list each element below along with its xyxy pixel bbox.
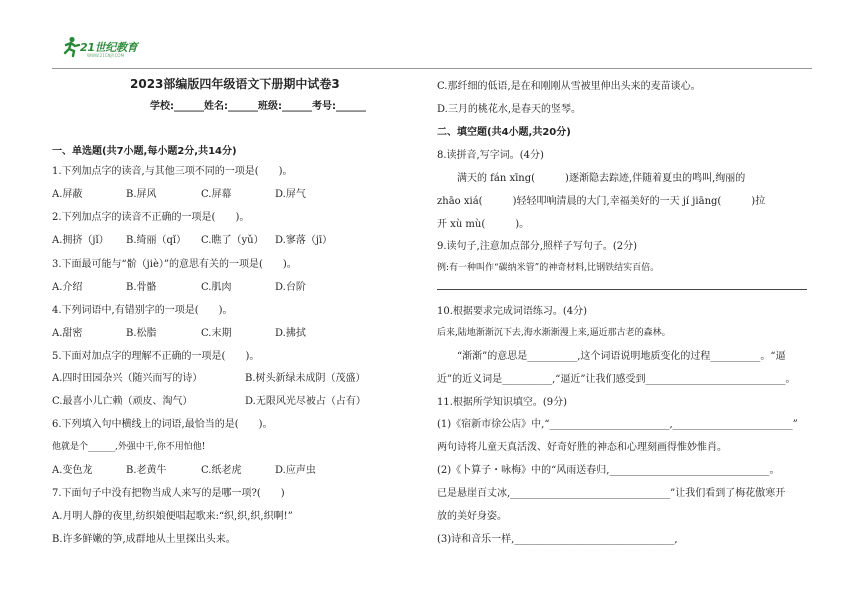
q10-line-1: “渐渐”的意思是__________,这个词语说明地质变化的过程__________。“逼 xyxy=(457,351,786,362)
q1-option-d: D.屏气 xyxy=(275,189,306,200)
q3-option-d: D.台阶 xyxy=(275,282,306,293)
q4-option-c: C.末期 xyxy=(201,328,232,339)
section-1-heading: 一、单选题(共7小题,每小题2分,共14分) xyxy=(52,146,237,157)
question-6: 6.下列填入句中横线上的词语,最恰当的是( )。 xyxy=(52,419,273,430)
question-3: 3.下面最可能与“骱（jiè）”的意思有关的一项是( )。 xyxy=(52,259,297,270)
q1-option-b: B.屏风 xyxy=(126,189,157,200)
section-2-heading: 二、填空题(共4小题,共20分) xyxy=(437,127,571,138)
student-info-line: 学校:______姓名:______班级:______考号:______ xyxy=(150,101,366,112)
q9-example: 例:有一种叫作“碳纳米管”的神奇材料,比钢铁结实百倍。 xyxy=(437,263,660,273)
q4-option-a: A.甜密 xyxy=(52,328,83,339)
q6-sentence: 他就是个______,外强中干,你不用怕他! xyxy=(52,442,206,452)
q7-option-a: A.月明人静的夜里,纺织娘便唱起歌来:“织,织,织,织啊!” xyxy=(52,511,293,522)
q10-line-2: 近”的近义词是__________,“逼近”让我们感受到____________________________。 xyxy=(437,374,796,385)
question-2: 2.下列加点字的读音不正确的一项是( )。 xyxy=(52,212,250,223)
question-7: 7.下面句子中没有把物当成人来写的是哪一项?( ) xyxy=(52,488,285,499)
q6-option-c: C.纸老虎 xyxy=(201,465,242,476)
q5-option-d: D.无限风光尽被占（占有） xyxy=(245,396,366,407)
q11-part-3: (3)诗和音乐一样,________________________________, xyxy=(437,534,678,545)
question-8: 8.读拼音,写字词。(4分) xyxy=(437,150,544,161)
q11-part-1-line-a: (1)《宿新市徐公店》中,“________________________,________________________” xyxy=(437,419,798,430)
q7-option-d: D.三月的桃花水,是春天的竖琴。 xyxy=(437,104,582,115)
q8-line-3: 开 xù mù( )。 xyxy=(437,219,530,230)
question-1: 1.下列加点字的读音,与其他三项不同的一项是( )。 xyxy=(52,166,293,177)
logo-subtext: WWW.21CNJY.COM xyxy=(87,53,125,58)
q8-line-2: zhāo xiá( )轻轻叩响清晨的大门,幸福美好的一天 jí jiāng( )拉 xyxy=(437,196,766,207)
q3-option-a: A.介绍 xyxy=(52,282,83,293)
question-9: 9.读句子,注意加点部分,照样子写句子。(2分) xyxy=(437,241,638,252)
question-11: 11.根据所学知识填空。(9分) xyxy=(437,397,568,408)
header-divider xyxy=(52,68,812,69)
question-10: 10.根据要求完成词语练习。(4分) xyxy=(437,306,588,317)
q4-option-d: D.拂拭 xyxy=(275,328,306,339)
q1-option-a: A.屏蔽 xyxy=(52,189,83,200)
q6-option-a: A.变色龙 xyxy=(52,465,93,476)
q2-option-a: A.拥挤（jǐ） xyxy=(52,235,109,246)
q2-option-c: C.瞧了（yǔ） xyxy=(201,235,264,246)
runner-icon xyxy=(60,36,82,58)
q5-option-c: C.最喜小儿亡赖（顽皮、淘气） xyxy=(52,396,193,407)
q11-part-2-line-a: (2)《卜算子・咏梅》中的“风雨送春归,________________________________。 xyxy=(437,465,780,476)
q6-option-d: D.应声虫 xyxy=(275,465,316,476)
logo-text: 21世纪教育 xyxy=(80,41,138,54)
q11-part-1-line-b: 两句诗将儿童天真活泼、好奇好胜的神态和心理刻画得惟妙惟肖。 xyxy=(437,442,727,453)
q7-option-b: B.许多鲜嫩的笋,成群地从土里探出头来。 xyxy=(52,534,236,545)
q3-option-b: B.骨骼 xyxy=(126,282,157,293)
q5-option-a: A.四时田园杂兴（随兴而写的诗） xyxy=(52,373,203,384)
q5-option-b: B.树头新绿未成阴（茂盛） xyxy=(245,373,366,384)
q9-answer-line[interactable] xyxy=(437,289,807,290)
q10-passage: 后来,陆地渐渐沉下去,海水渐渐漫上来,逼近那古老的森林。 xyxy=(437,328,671,338)
q2-option-d: D.寥落（jī） xyxy=(275,235,333,246)
q2-option-b: B.绮丽（qǐ） xyxy=(126,235,187,246)
exam-title: 2023部编版四年级语文下册期中试卷3 xyxy=(130,77,340,91)
q6-option-b: B.老黄牛 xyxy=(126,465,167,476)
question-5: 5.下面对加点字的理解不正确的一项是( )。 xyxy=(52,351,260,362)
question-4: 4.下列词语中,有错别字的一项是( )。 xyxy=(52,305,233,316)
site-logo xyxy=(60,36,152,60)
q11-part-2-line-c: 放的美好身姿。 xyxy=(437,511,507,522)
q3-option-c: C.肌肉 xyxy=(201,282,232,293)
q7-option-c: C.那纤细的低语,是在和刚刚从雪被里伸出头来的麦苗谈心。 xyxy=(437,81,701,92)
q11-part-2-line-b: 已是悬崖百丈冰,________________________________”让我们看到了梅花傲寒开 xyxy=(437,488,786,499)
q4-option-b: B.松脂 xyxy=(126,328,157,339)
q1-option-c: C.屏幕 xyxy=(201,189,232,200)
q8-line-1: 满天的 fán xīng( )逐渐隐去踪迹,伴随着夏虫的鸣叫,绚丽的 xyxy=(457,173,746,184)
